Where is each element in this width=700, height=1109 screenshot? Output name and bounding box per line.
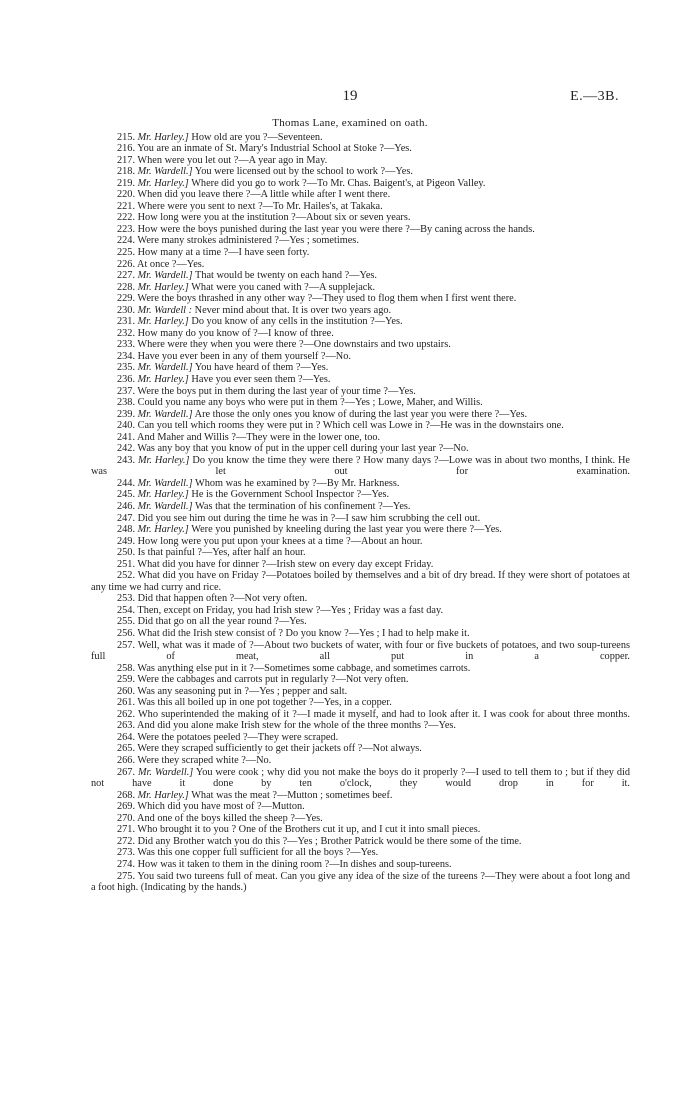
question-number: 217.	[117, 154, 136, 166]
question-entry	[91, 270, 630, 282]
question-text: And did you alone make Irish stew for the whole of the three months ?—Yes.	[137, 720, 456, 732]
question-text: Were the cabbages and carrots put in regularly ?—Not very often.	[137, 674, 409, 686]
question-number: 269.	[117, 801, 136, 813]
question-entry	[91, 178, 630, 190]
question-number: 222.	[117, 212, 136, 224]
question-entry	[91, 663, 630, 675]
question-number: 271.	[117, 824, 136, 836]
question-entry	[91, 524, 630, 536]
question-entry	[91, 697, 630, 709]
speaker-name: Mr. Wardell.]	[137, 477, 193, 489]
speaker-name: Mr. Harley.]	[137, 131, 189, 143]
document-reference: E.—3B.	[570, 89, 619, 104]
question-entry	[91, 605, 630, 617]
question-entry	[91, 351, 630, 363]
question-number: 257.	[117, 639, 136, 651]
question-number: 243.	[117, 454, 136, 466]
question-text: When did you leave there ?—A little while after I went there.	[137, 189, 391, 201]
question-text: Did that happen often ?—Not very often.	[137, 593, 308, 605]
question-text: Were the boys put in them during the last year of your time ?—Yes.	[137, 385, 416, 397]
question-number: 215.	[117, 131, 136, 143]
question-entry	[91, 201, 630, 213]
question-number: 225.	[117, 246, 136, 258]
question-entry	[91, 801, 630, 813]
question-text: Were many strokes administered ?—Yes ; sometimes.	[137, 235, 359, 247]
question-text: Do you know the time they were there ? How many days ?—Lowe was in about two months, I think. He was let out for examination.	[91, 454, 630, 478]
question-entry	[91, 155, 630, 167]
question-entry	[91, 859, 630, 871]
question-entry	[91, 593, 630, 605]
question-text: How long were you put upon your knees at a time ?—About an hour.	[137, 535, 423, 547]
question-entry	[91, 339, 630, 351]
question-number: 245.	[117, 489, 136, 501]
speaker-name: Mr. Harley.]	[137, 316, 189, 328]
question-text: Was this one copper full sufficient for all the boys ?—Yes.	[137, 847, 379, 859]
question-number: 247.	[117, 512, 136, 524]
question-number: 246.	[117, 501, 136, 512]
question-text: Then, except on Friday, you had Irish stew ?—Yes ; Friday was a fast day.	[137, 604, 444, 616]
question-text: Is that painful ?—Yes, after half an hour.	[137, 547, 306, 559]
question-number: 263.	[117, 720, 136, 732]
question-number: 252.	[117, 570, 136, 582]
question-entry	[91, 328, 630, 340]
question-number: 244.	[117, 477, 136, 489]
speaker-name: Mr. Harley.]	[137, 789, 189, 801]
question-number: 241.	[117, 431, 136, 443]
question-number: 242.	[117, 443, 136, 455]
question-text: Were the potatoes peeled ?—They were scraped.	[137, 731, 339, 743]
question-text: And Maher and Willis ?—They were in the lower one, too.	[137, 431, 381, 443]
question-number: 272.	[117, 835, 136, 847]
speaker-name: Mr. Harley.]	[137, 524, 189, 536]
question-number: 270.	[117, 812, 136, 824]
question-text: Never mind about that. It is over two years ago.	[192, 304, 392, 316]
question-number: 259.	[117, 674, 136, 686]
question-entry	[91, 374, 630, 386]
question-number: 253.	[117, 593, 136, 605]
question-entry	[91, 501, 630, 513]
speaker-name: Mr. Harley.]	[137, 454, 190, 466]
question-text: Where were they when you were there ?—One downstairs and two upstairs.	[137, 339, 451, 351]
question-entry	[91, 305, 630, 317]
question-text: Was any seasoning put in ?—Yes ; pepper and salt.	[137, 685, 348, 697]
question-entry	[91, 836, 630, 848]
question-text: What did you have on Friday ?—Potatoes boiled by themselves and a bit of dry bread. If they were short of potatoes at any time we had curry and rice.	[91, 570, 631, 593]
question-text: At once ?—Yes.	[137, 258, 205, 270]
question-text: You said two tureens full of meat. Can you give any idea of the size of the tureens ?—They were about a foot long and a foot high. (Indicating by the hands.)	[91, 870, 630, 894]
question-text: How long were you at the institution ?—About six or seven years.	[137, 212, 411, 224]
question-number: 273.	[117, 847, 136, 859]
question-number: 255.	[117, 616, 136, 628]
question-text: Did that go on all the year round ?—Yes.	[137, 616, 307, 628]
question-text: How were the boys punished during the last year you were there ?—By caning across the hands.	[137, 223, 535, 235]
page-number: 19	[342, 88, 358, 104]
question-entry	[91, 362, 630, 374]
question-number: 248.	[117, 524, 136, 536]
question-entry	[91, 189, 630, 201]
question-text: Did any Brother watch you do this ?—Yes ; Brother Patrick would be there some of the time.	[137, 835, 522, 847]
question-number: 240.	[117, 420, 136, 432]
question-entry	[91, 420, 630, 432]
question-entry	[91, 720, 630, 732]
question-text: Could you name any boys who were put in them ?—Yes ; Lowe, Maher, and Willis.	[137, 397, 483, 409]
question-text: Were they scraped sufficiently to get their jackets off ?—Not always.	[137, 743, 422, 755]
question-number: 267.	[117, 766, 136, 778]
question-text: Have you ever been in any of them yourself ?—No.	[137, 350, 351, 362]
question-entry	[91, 871, 630, 894]
speaker-name: Mr. Wardell.]	[137, 362, 193, 374]
question-number: 251.	[117, 558, 136, 570]
question-number: 218.	[117, 166, 136, 178]
question-entry	[91, 790, 630, 802]
question-text: Are those the only ones you know of during the last year you were there ?—Yes.	[192, 408, 528, 420]
question-number: 250.	[117, 547, 136, 559]
question-entry	[91, 686, 630, 698]
question-text: Well, what was it made of ?—About two buckets of water, with four or five buckets of potatoes, and two soup-tureens full of meat, all put in a copper.	[91, 639, 630, 663]
question-number: 274.	[117, 858, 136, 870]
question-number: 231.	[117, 316, 136, 328]
question-text: Were the boys thrashed in any other way ?—They used to flog them when I first went there.	[137, 293, 517, 305]
question-number: 275.	[117, 870, 136, 882]
question-number: 266.	[117, 755, 136, 767]
question-number: 236.	[117, 373, 136, 385]
question-entry	[91, 212, 630, 224]
question-entry	[91, 732, 630, 744]
question-number: 227.	[117, 270, 136, 282]
question-number: 249.	[117, 535, 136, 547]
question-entry	[91, 709, 630, 721]
question-text: Was any boy that you know of put in the upper cell during your last year ?—No.	[137, 443, 469, 455]
question-entry	[91, 386, 630, 398]
question-number: 260.	[117, 685, 136, 697]
question-number: 264.	[117, 731, 136, 743]
speaker-name: Mr. Harley.]	[137, 373, 189, 385]
question-text: You were cook ; why did you not make the boys do it properly ?—I used to tell them to ; but if they did not have it done by ten o'clock, they would drop in for it.	[91, 766, 630, 790]
question-entry	[91, 755, 630, 767]
question-entry	[91, 536, 630, 548]
question-number: 262.	[117, 708, 136, 720]
question-text: What was the meat ?—Mutton ; sometimes beef.	[188, 789, 393, 801]
question-text: Was this all boiled up in one pot together ?—Yes, in a copper.	[137, 697, 392, 709]
testimony-body	[91, 132, 630, 894]
speaker-name: Mr. Wardell.]	[137, 408, 193, 420]
question-text: Who superintended the making of it ?—I made it myself, and had to look after it. I was cook for about three months.	[137, 708, 631, 720]
question-entry	[91, 282, 630, 294]
question-text: Can you tell which rooms they were put in ? Which cell was Lowe in ?—He was in the downstairs one.	[137, 420, 564, 432]
question-text: How many at a time ?—I have seen forty.	[137, 246, 310, 258]
question-entry	[91, 616, 630, 628]
question-text: You are an inmate of St. Mary's Industrial School at Stoke ?—Yes.	[137, 143, 412, 155]
speaker-name: Mr. Harley.]	[137, 489, 189, 501]
question-entry	[91, 224, 630, 236]
question-text: Whom was he examined by ?—By Mr. Harkness.	[192, 477, 400, 489]
question-number: 226.	[117, 258, 136, 270]
speaker-name: Mr. Wardell.]	[137, 501, 193, 512]
question-text: He is the Government School Inspector ?—Yes.	[188, 489, 390, 501]
question-entry	[91, 166, 630, 178]
question-number: 229.	[117, 293, 136, 305]
question-entry	[91, 813, 630, 825]
question-text: What did you have for dinner ?—Irish stew on every day except Friday.	[137, 558, 434, 570]
question-entry	[91, 640, 630, 663]
question-number: 223.	[117, 223, 136, 235]
question-text: Were you punished by kneeling during the last year you were there ?—Yes.	[188, 524, 502, 536]
question-number: 256.	[117, 628, 136, 640]
question-number: 228.	[117, 281, 136, 293]
question-entry	[91, 570, 630, 593]
question-text: That would be twenty on each hand ?—Yes.	[192, 270, 377, 282]
question-entry	[91, 478, 630, 490]
question-entry	[91, 259, 630, 271]
question-entry	[91, 397, 630, 409]
question-number: 265.	[117, 743, 136, 755]
question-text: Were they scraped white ?—No.	[137, 755, 272, 767]
question-text: What were you caned with ?—A supplejack.	[188, 281, 376, 293]
question-number: 254.	[117, 604, 136, 616]
question-text: Which did you have most of ?—Mutton.	[137, 801, 305, 813]
speaker-name: Mr. Wardell.]	[137, 166, 193, 178]
question-text: Was that the termination of his confinement ?—Yes.	[192, 501, 411, 512]
question-entry	[91, 559, 630, 571]
speaker-name: Mr. Harley.]	[137, 177, 189, 189]
question-entry	[91, 743, 630, 755]
speaker-name: Mr. Wardell.]	[137, 270, 193, 282]
question-entry	[91, 247, 630, 259]
question-number: 219.	[117, 177, 136, 189]
question-text: Do you know of any cells in the institution ?—Yes.	[188, 316, 403, 328]
question-entry	[91, 432, 630, 444]
question-text: Who brought it to you ? One of the Brothers cut it up, and I cut it into small pieces.	[137, 824, 481, 836]
question-text: How old are you ?—Seventeen.	[188, 131, 323, 143]
speaker-name: Mr. Wardell.]	[137, 766, 194, 778]
question-entry	[91, 143, 630, 155]
question-number: 268.	[117, 789, 136, 801]
question-text: And one of the boys killed the sheep ?—Yes.	[137, 812, 323, 824]
question-text: You have heard of them ?—Yes.	[192, 362, 329, 374]
question-text: Did you see him out during the time he was in ?—I saw him scrubbing the cell out.	[137, 512, 481, 524]
question-entry	[91, 443, 630, 455]
question-number: 234.	[117, 350, 136, 362]
question-text: Have you ever seen them ?—Yes.	[188, 373, 331, 385]
speaker-name: Mr. Harley.]	[137, 281, 189, 293]
question-entry	[91, 489, 630, 501]
question-number: 224.	[117, 235, 136, 247]
question-number: 261.	[117, 697, 136, 709]
question-text: Was anything else put in it ?—Sometimes some cabbage, and sometimes carrots.	[137, 662, 471, 674]
question-entry	[91, 847, 630, 859]
question-number: 258.	[117, 662, 136, 674]
question-number: 221.	[117, 200, 136, 212]
question-text: How was it taken to them in the dining room ?—In dishes and soup-tureens.	[137, 858, 452, 870]
question-number: 232.	[117, 327, 136, 339]
question-entry	[91, 293, 630, 305]
question-number: 233.	[117, 339, 136, 351]
question-number: 238.	[117, 397, 136, 409]
question-text: What did the Irish stew consist of ? Do you know ?—Yes ; I had to help make it.	[137, 628, 470, 640]
section-title: Thomas Lane, examined on oath.	[272, 117, 428, 129]
speaker-name: Mr. Wardell :	[137, 304, 193, 316]
question-entry	[91, 316, 630, 328]
question-text: When were you let out ?—A year ago in May.	[137, 154, 328, 166]
question-text: You were licensed out by the school to work ?—Yes.	[192, 166, 413, 178]
question-number: 239.	[117, 408, 136, 420]
question-entry	[91, 674, 630, 686]
question-entry	[91, 409, 630, 421]
question-entry	[91, 628, 630, 640]
question-number: 230.	[117, 304, 136, 316]
question-number: 216.	[117, 143, 136, 155]
question-entry	[91, 513, 630, 525]
question-entry	[91, 547, 630, 559]
question-text: Where did you go to work ?—To Mr. Chas. Baigent's, at Pigeon Valley.	[188, 177, 486, 189]
question-entry	[91, 767, 630, 790]
question-text: Where were you sent to next ?—To Mr. Hailes's, at Takaka.	[137, 200, 383, 212]
question-entry	[91, 132, 630, 144]
question-text: How many do you know of ?—I know of three.	[137, 327, 334, 339]
question-number: 220.	[117, 189, 136, 201]
question-number: 235.	[117, 362, 136, 374]
question-entry	[91, 824, 630, 836]
question-entry	[91, 235, 630, 247]
question-number: 237.	[117, 385, 136, 397]
question-entry	[91, 455, 630, 478]
